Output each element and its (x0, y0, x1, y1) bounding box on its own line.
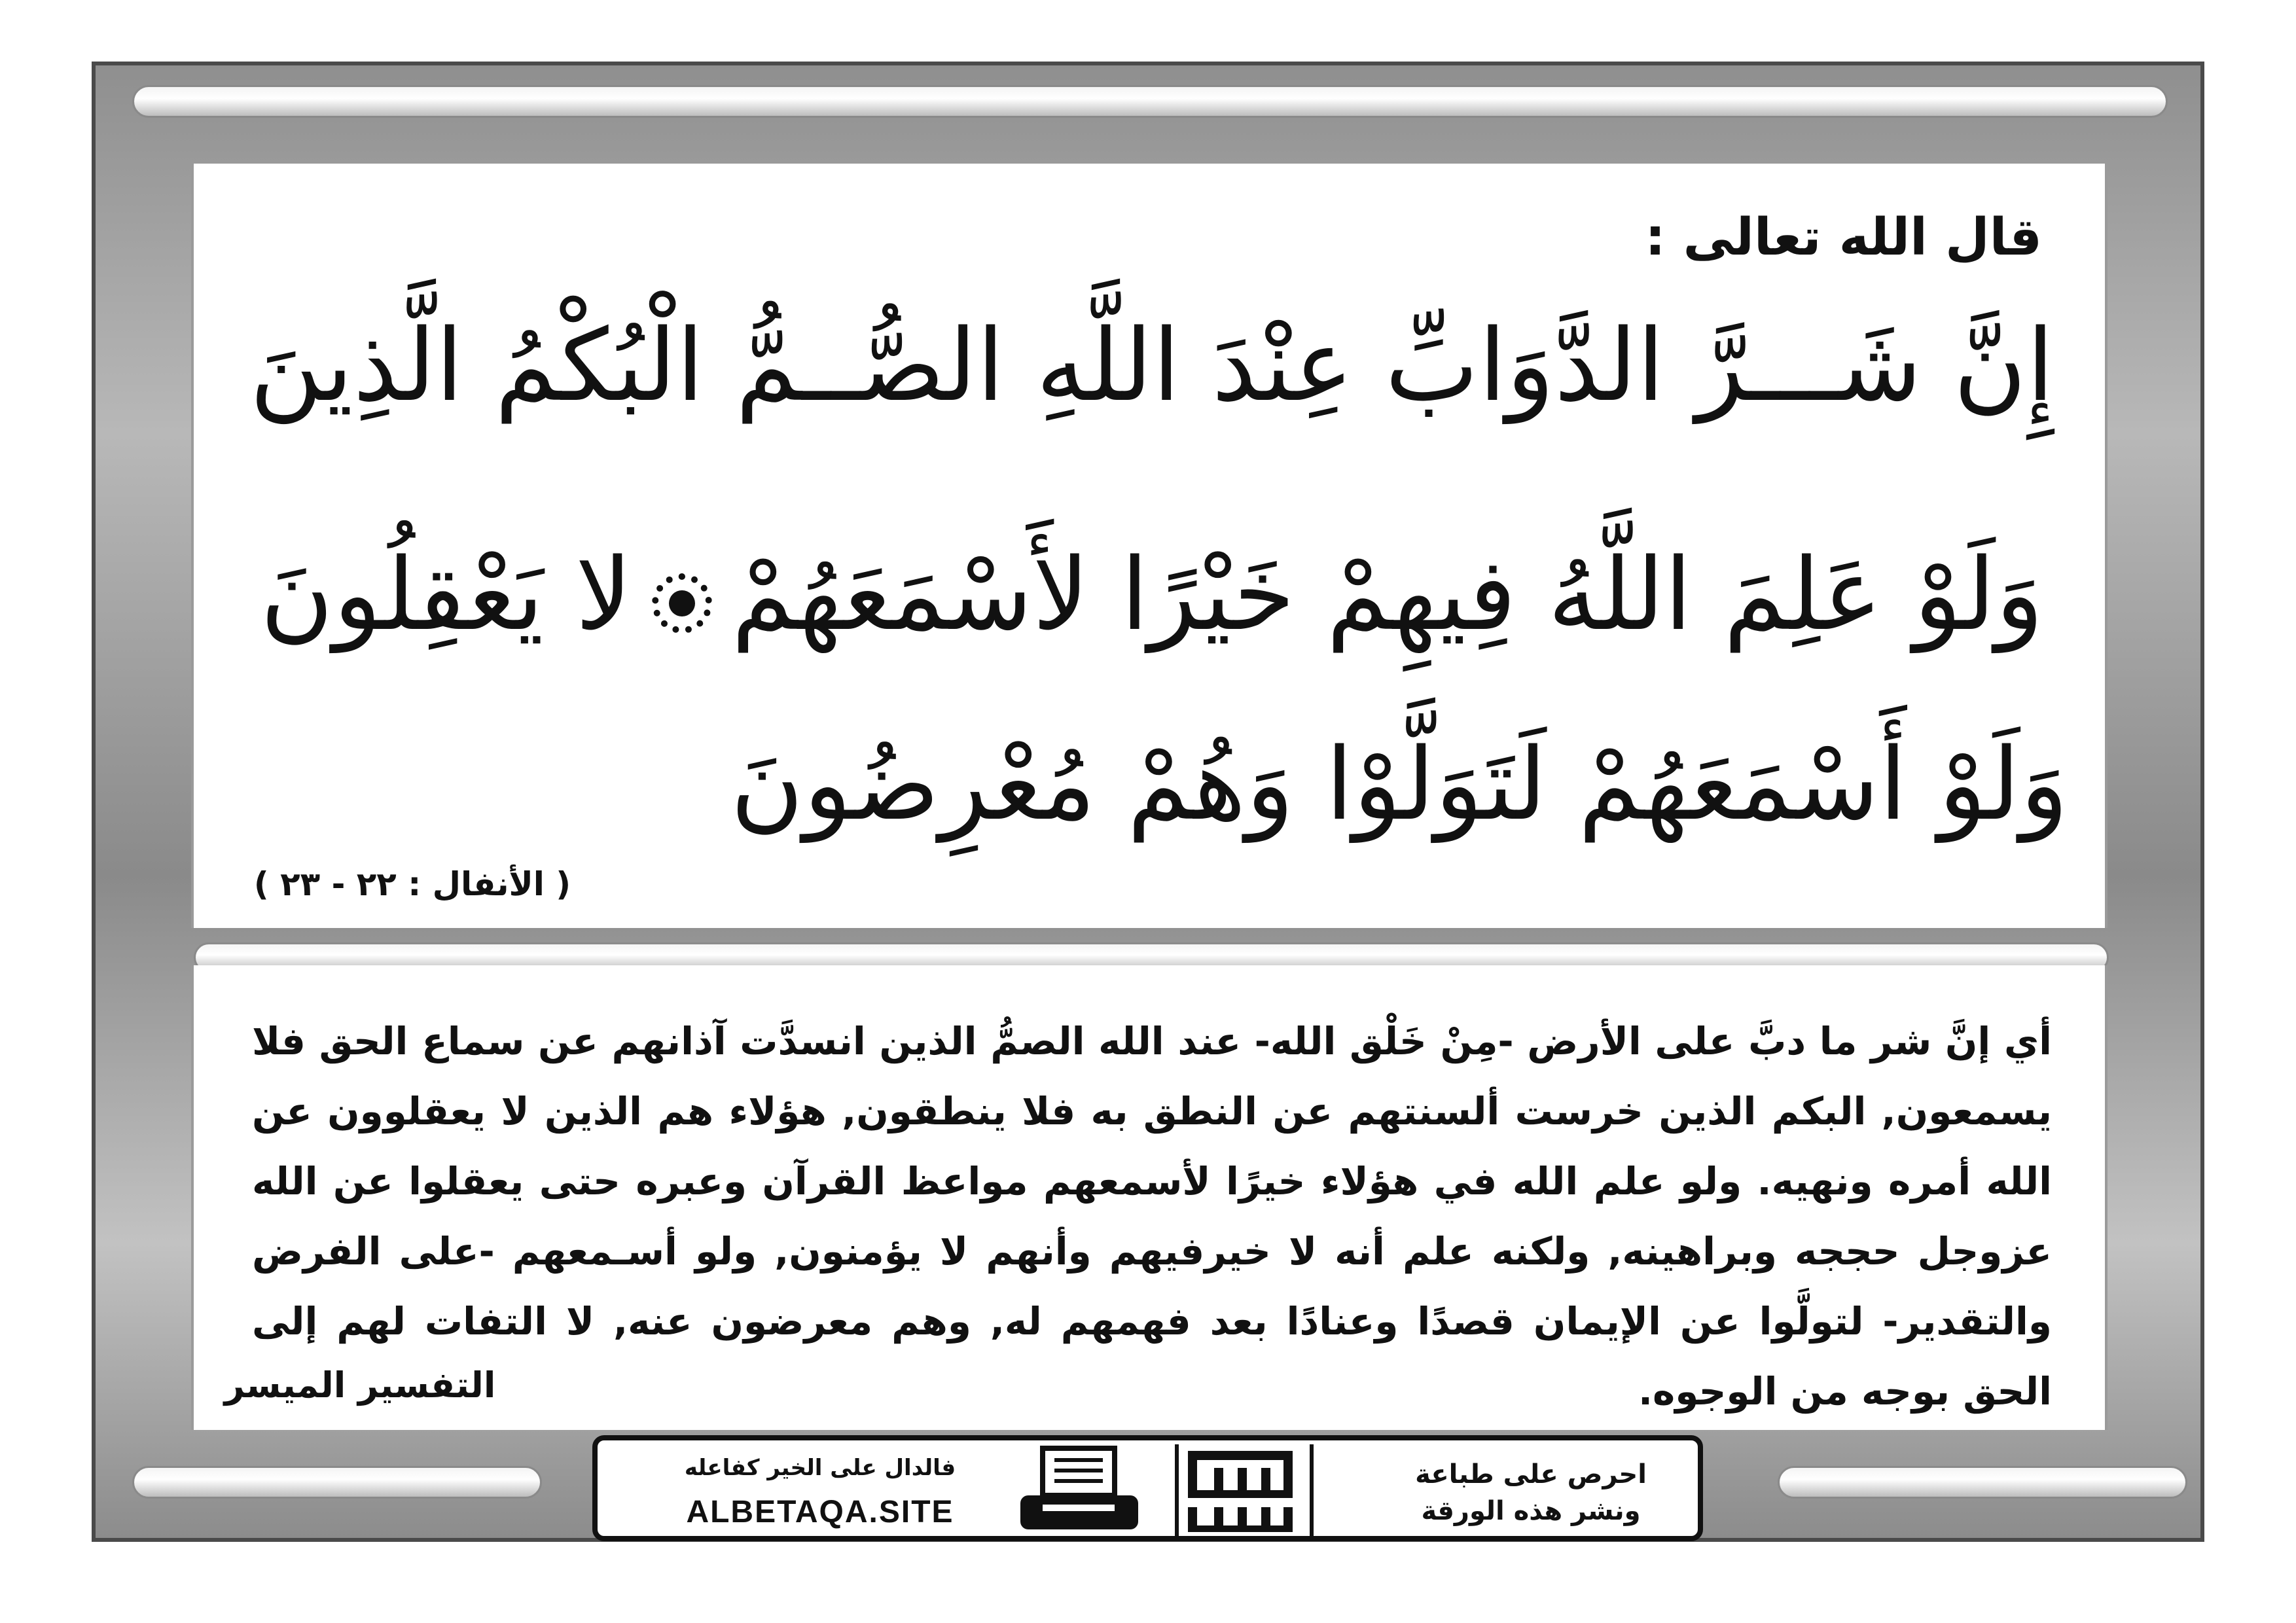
verse-reference: ( الأنفال : ٢٢ - ٢٣ ) (253, 865, 571, 903)
logo-icon (1179, 1444, 1302, 1536)
tafsir-text: أي إنَّ شر ما دبَّ على الأرض -مِنْ خَلْق الله- عند الله الصمُّ الذين انسدَّت آذانهم عن سماع الحق فلا يسمعون, البكم الذين خرست ألسنتهم عن النطق به فلا ينطقون, هؤلاء هم الذين لا يعقلوون عن الله أمره ونهيه. ولو علم الله في هؤلاء خيرًا لأسمعهم مواعظ القرآن وعبره حتى يعقلوا عن الله عزوجل حججه وبراهينه, ولكنه علم أنه لا خيرفيهم وأنهم لا يؤمنون, ولو أسـمعهم -على الفرض والتقدير- لتولَّوا عن الإيمان قصدًا وعنادًا بعد فهمهم له, وهم معرضون عنه, لا التفات لهم إلى الحق بوجه من الوجوه. (252, 1019, 2052, 1414)
logo-box (1175, 1444, 1314, 1536)
verse-line-2 (236, 537, 2068, 652)
verse-line-1: إِنَّ شَـــرَّ الدَّوَابِّ عِنْدَ اللَّهِ الصُّــمُّ الْبُكْمُ الَّذِينَ (249, 308, 2054, 423)
footer-print-line2: ونشر هذه الورقة (1421, 1496, 1641, 1526)
footer-site[interactable]: ALBETAQA.SITE (686, 1495, 954, 1529)
quote-intro: قال الله تعالى : (1645, 208, 2042, 267)
footer-box (592, 1435, 1703, 1541)
top-bar (132, 85, 2168, 118)
verse-line-3: وَلَوْ أَسْمَعَهُمْ لَتَوَلَّوْا وَهُمْ مُعْرِضُونَ (730, 726, 2068, 842)
footer-slogan: فالدال على الخير كفاعله (684, 1455, 956, 1481)
footer-print-line1: احرص على طباعة (1415, 1459, 1647, 1489)
verse-end-marker-icon (652, 573, 712, 633)
verse-line-2a: وَلَوْ عَلِمَ اللَّهُ فِيهِمْ خَيْرًا لأَسْمَعَهُمْ (731, 537, 2044, 652)
verse-line-2b: لا يَعْقِلُونَ (260, 537, 632, 652)
bottom-right-bar (1778, 1466, 2187, 1499)
printer-icon (1016, 1444, 1147, 1536)
tafsir-source: التفسير الميسر (224, 1364, 496, 1406)
footer-print-note (1390, 1456, 1672, 1529)
bottom-left-bar (132, 1466, 542, 1499)
